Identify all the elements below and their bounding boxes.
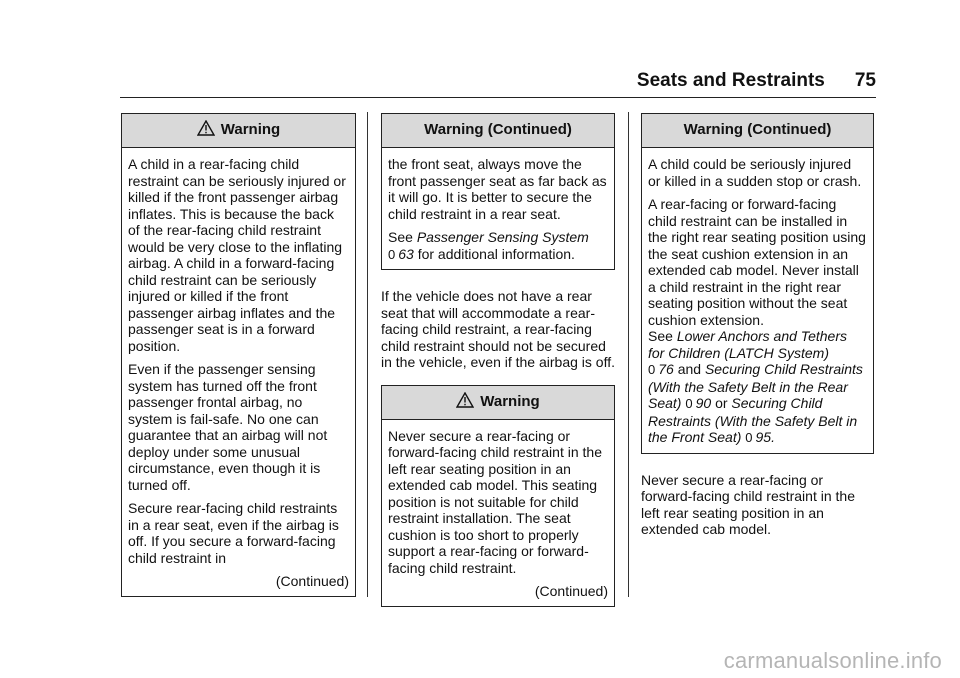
column-3 [641, 113, 874, 538]
or-label: or [715, 395, 728, 411]
continued-label: (Continued) [534, 583, 608, 599]
xref-link[interactable]: Securing Child Restraints (With the Safety Belt in the Front Seat) [648, 395, 858, 445]
section-title: Seats and Restraints [636, 70, 825, 91]
warning-paragraph: Secure rear-facing child restraints in a rear seat, even if the airbag is off. If you secure a forward-facing child restraint in [128, 500, 339, 566]
warning-paragraph: A child in a rear-facing child restraint can be seriously injured or killed if the front passenger airbag inflates. This is because the back of the rear-facing child restraint would be very close to the inflating airbag. A child in a forward-facing child restraint can be seriously injured or killed if the front passenger airbag inflates and the passenger seat is in a forward position. [128, 156, 346, 354]
warning-body [382, 148, 614, 269]
warning-title: Warning [480, 392, 540, 410]
warning-triangle-icon [197, 120, 215, 141]
column-2 [381, 113, 615, 607]
xref-link[interactable]: Passenger Sensing System [416, 229, 589, 245]
warning-paragraph: the front seat, always move the front passenger seat as far back as it will go. It is better to secure the child restraint in a rear seat. [388, 156, 607, 222]
page-header [0, 70, 876, 92]
column-1 [121, 113, 356, 597]
watermark: carmanualsonline.info [723, 648, 942, 673]
warning-title: Warning [220, 121, 281, 139]
header-rule [120, 97, 876, 98]
page-arrow-icon: 0 [388, 246, 396, 262]
xref-page-link[interactable]: 76 [658, 361, 674, 377]
see-reference [648, 328, 867, 447]
page-number: 75 [854, 70, 876, 91]
xref-link[interactable]: Securing Child Restraints (With the Safety Belt in the Rear Seat) [648, 361, 863, 411]
warning-paragraph: Never secure a rear-facing or forward-facing child restraint in the left rear seating position in an extended cab model. This seating position is not suitable for child restraint installation. The seat cushion is too short to properly support a rear-facing or forward-facing child restraint. [388, 427, 602, 576]
page-arrow-icon: 0 [745, 430, 753, 445]
warning-header [122, 114, 355, 148]
warning-box [121, 113, 356, 597]
page-arrow-icon: 0 [685, 396, 693, 411]
xref-link[interactable]: Lower Anchors and Tethers for Children (LATCH System) [648, 328, 847, 361]
xref-page-link[interactable]: 63 [398, 245, 414, 262]
column-divider [628, 112, 629, 597]
warning-box [381, 385, 615, 607]
warning-body [122, 148, 355, 596]
and-label: and [677, 361, 702, 377]
warning-header [382, 386, 614, 420]
warning-body [382, 420, 614, 606]
warning-triangle-icon [456, 392, 474, 413]
warning-continued-box [381, 113, 615, 270]
warning-paragraph: Even if the passenger sensing system has turned off the front passenger frontal airbag, no system is fail-safe. No one can guarantee that an airbag will not deploy under some unusual circumstance, even though it is turned off. [128, 361, 328, 493]
xref-page-link[interactable]: 90 [695, 395, 712, 411]
xref-suffix: for additional information. [417, 245, 575, 262]
warning-header: Warning (Continued) [642, 114, 873, 148]
see-reference [388, 229, 608, 263]
page-arrow-icon: 0 [648, 362, 656, 377]
warning-paragraph: A rear-facing or forward-facing child restraint can be installed in the right rear seating position using the seat cushion extension in an extended cab model. Never install a child restraint in the right rear seating position without the seat cushion extension. [648, 196, 866, 328]
see-label: See [388, 229, 413, 245]
column-divider [367, 112, 368, 597]
xref-page-link[interactable]: 95. [755, 429, 775, 445]
warning-body [642, 148, 873, 453]
see-label: See [648, 328, 673, 344]
continued-label: (Continued) [275, 573, 349, 589]
body-paragraph: If the vehicle does not have a rear seat that will accommodate a rear-facing child restraint, a rear-facing child restraint should not be secured in the vehicle, even if the airbag is off. [381, 288, 615, 370]
warning-continued-box [641, 113, 874, 454]
warning-paragraph: A child could be seriously injured or killed in a sudden stop or crash. [648, 156, 862, 189]
body-paragraph: Never secure a rear-facing or forward-facing child restraint in the left rear seating position in an extended cab model. [641, 471, 855, 537]
warning-header: Warning (Continued) [382, 114, 614, 148]
